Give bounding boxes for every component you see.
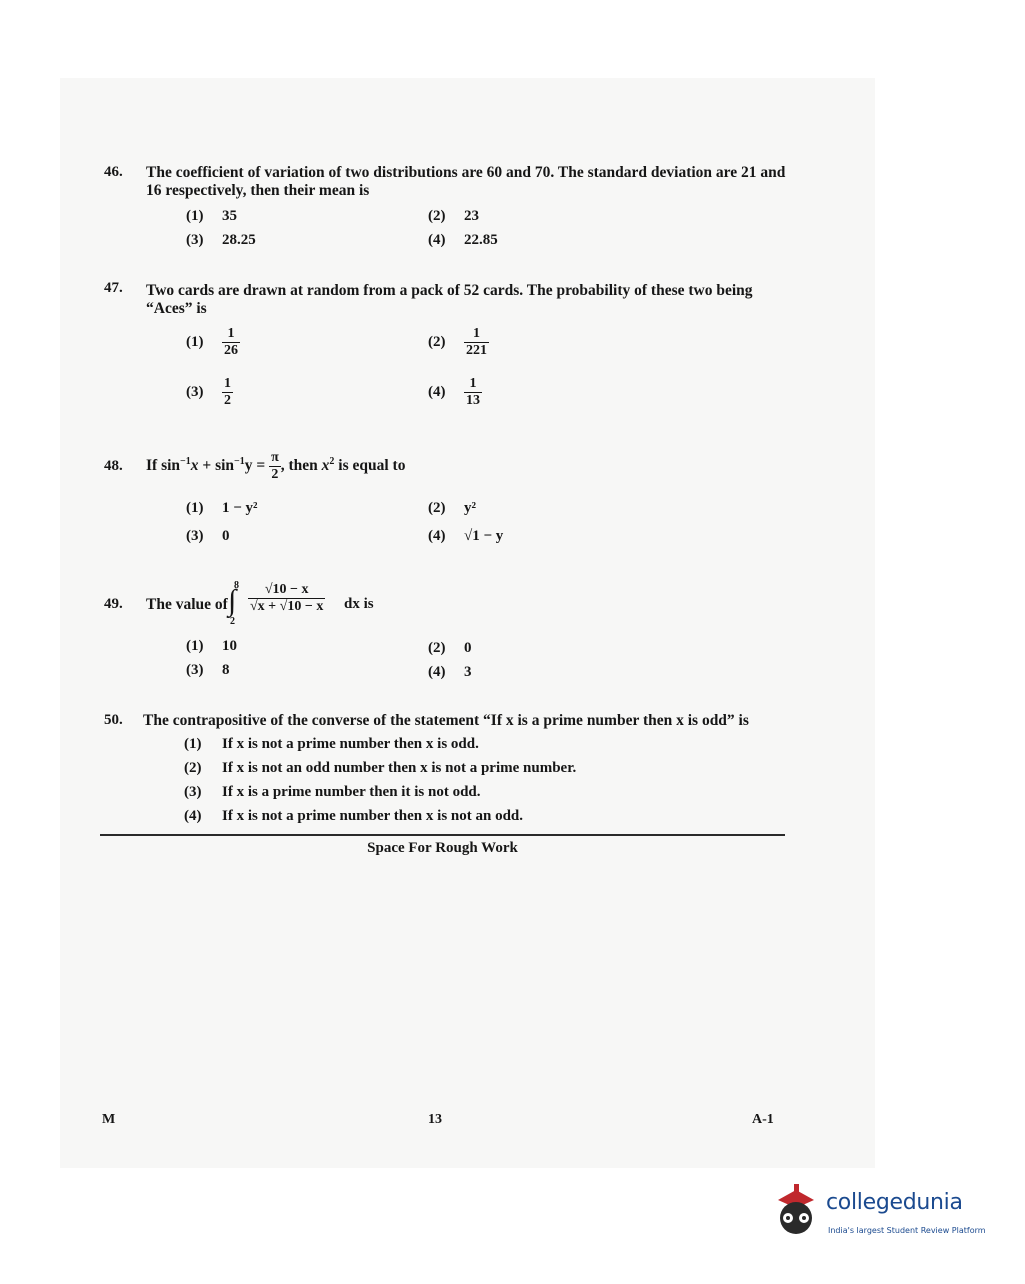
integral-tail: dx is: [344, 596, 374, 612]
q48-option-1: (1) 1 − y²: [186, 500, 258, 516]
footer-right: A-1: [752, 1112, 774, 1127]
rough-work-divider: [100, 834, 785, 836]
integral-lower-limit: 2: [230, 616, 235, 627]
question-47-text: Two cards are drawn at random from a pack of 52 cards. The probability of these two being “Aces” is: [146, 282, 753, 317]
integral-sign: ∫: [228, 584, 237, 617]
q47-option-4: (4) $\frac{1}{13}$: [428, 376, 480, 408]
question-50-number: 50.: [104, 712, 123, 728]
question-48-number: 48.: [104, 458, 123, 474]
q46-option-2: (2) 23: [428, 208, 479, 224]
footer-left: M: [102, 1112, 116, 1127]
q49-option-1: (1) 10: [186, 638, 237, 654]
integral-upper-limit: 8: [234, 580, 239, 591]
collegedunia-logo[interactable]: [768, 1180, 998, 1240]
q50-option-4: (4) If x is not a prime number then x is not an odd.: [184, 808, 524, 824]
q49-option-3: (3) 8: [186, 662, 230, 678]
q50-option-2: (2) If x is not an odd number then x is not a prime number.: [184, 760, 577, 776]
q50-option-3: (3) If x is a prime number then it is not odd.: [184, 784, 481, 800]
rough-work-label: Space For Rough Work: [367, 840, 518, 856]
q47-option-2: (2) $\frac{1}{221}$: [428, 326, 487, 358]
q46-option-3: (3) 28.25: [186, 232, 256, 248]
page-number: 13: [428, 1112, 442, 1127]
question-46-text: The coefficient of variation of two distributions are 60 and 70. The standard deviation are 21 and 16 respectively, then their mean is: [146, 164, 786, 199]
brand-tagline: India's largest Student Review Platform: [828, 1226, 986, 1235]
integrand-numerator: √10 − x: [248, 582, 325, 599]
question-46-number: 46.: [104, 164, 123, 180]
question-48-text: If $\sin^{-1}x + \sin^{-1}y$ = $\frac{\pi}{2}$ , then $x^2$ is equal to: [146, 450, 406, 482]
integrand-denominator: √x + √10 − x: [250, 599, 324, 614]
q48-option-4: (4) √1 − y: [428, 528, 504, 544]
question-47-number: 47.: [104, 280, 123, 296]
q46-option-4: (4) 22.85: [428, 232, 498, 248]
q49-option-4: (4) 3: [428, 664, 472, 680]
mascot-icon: [768, 1180, 824, 1242]
q46-option-1: (1) 35: [186, 208, 237, 224]
question-49-text: The value of: [146, 596, 228, 613]
q47-option-3: (3) $\frac{1}{2}$: [186, 376, 231, 408]
q48-option-3: (3) 0: [186, 528, 230, 544]
q50-option-1: (1) If x is not a prime number then x is odd.: [184, 736, 479, 752]
q47-option-1: (1) $\frac{1}{26}$: [186, 326, 238, 358]
q49-option-2: (2) 0: [428, 640, 472, 656]
question-50-text: The contrapositive of the converse of the statement “If x is a prime number then x is odd” is: [143, 712, 749, 729]
brand-name: collegedunia: [826, 1190, 963, 1215]
q48-option-2: (2) y²: [428, 500, 476, 516]
question-49-number: 49.: [104, 596, 123, 612]
